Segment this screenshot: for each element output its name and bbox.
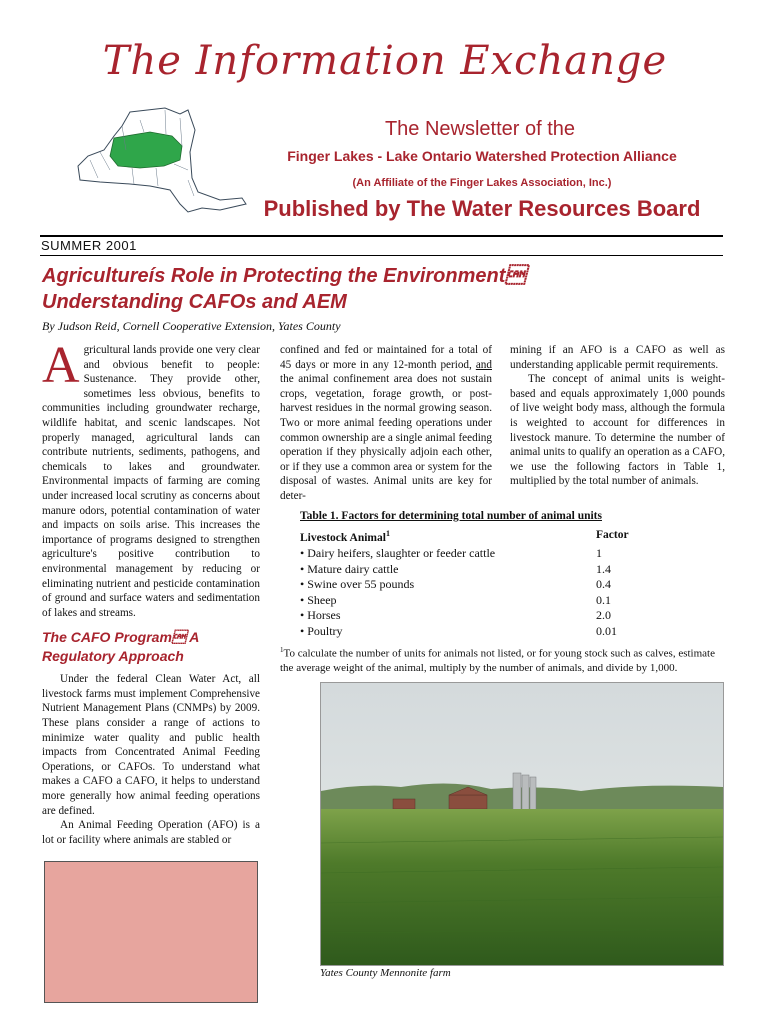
table-row (300, 546, 640, 562)
new-york-state-map-icon (70, 100, 255, 220)
row-animal: • Horses (300, 608, 341, 622)
row-animal: • Swine over 55 pounds (300, 577, 415, 591)
photo-caption: Yates County Mennonite farm (320, 967, 451, 979)
farm-photo (320, 682, 724, 966)
table-row (300, 593, 640, 609)
article-headline (42, 263, 602, 315)
article-column-1 (42, 337, 260, 847)
headline-line-1: Agricultureís Role in Protecting the Environment (42, 265, 526, 287)
row-animal: • Poultry (300, 623, 343, 638)
paragraph-cafo-determination: mining if an AFO is a CAFO as well as understanding applicable permit requirements. (510, 344, 725, 371)
footnote-text: To calculate the number of units for animals not listed, or for young stock such as calves, estimate the average weight of the animal, multiply by the number of animals, and divide by 1,000. (280, 647, 715, 674)
afo-text-b: the animal confinement area does not sustain crops, vegetation, forage growth, or post-harvest residues in the normal growing season. Two or more animal feeding operations under common ownership are a single animal feeding operation if they physically adjoin each other, or if they use a common area or system for the disposal of wastes. Animal units are key for deter- (280, 373, 492, 502)
paragraph-clean-water-act: Under the federal Clean Water Act, all livestock farms must implement Comprehensive Nutrient Management Plans (CNMPs) by 2009. These plans consider a range of actions to minimize water quality and public health impacts from Concentrated Animal Feeding Operations, or CAFOs. To understand what makes a CAFO a CAFO, it helps to understand more generally how animal feeding operations are defined. (42, 673, 260, 817)
intro-text: gricultural lands provide one very clear and obvious benefit to people: Sustenance. They provide other, sometimes less obvious, benefits to communities including groundwater recharge, wildlife habitat, and scenic landscapes. Not properly managed, agricultural lands can contribute nutrients, sediments, pathogens, and chemicals to lakes and groundwater. Environmental impacts of farming are coming under increased local scrutiny as concerns about manure odors, potential contamination of water and impacts on soils arise. This increases the importance of programs designed to strengthen agriculture's positive contribution to environmental management by reducing or eliminating nutrient and pesticide contamination of ground and surface waters and sedimentation of lakes and streams. (42, 344, 260, 619)
article-column-3 (510, 343, 725, 489)
newsletter-subtitle: The Newsletter of the (384, 118, 576, 140)
table-row (300, 577, 640, 593)
bottom-rule (40, 255, 723, 256)
newsletter-title: The Information Exchange (102, 38, 668, 84)
publisher-line: Published by The Water Resources Board (263, 196, 701, 221)
alliance-name: Finger Lakes - Lake Ontario Watershed Protection Alliance (287, 148, 677, 164)
row-animal: • Dairy heifers, slaughter or feeder cattle (300, 546, 496, 560)
pink-sidebar-box (44, 861, 258, 1003)
underlined-and: and (475, 358, 492, 371)
row-factor: 0.1 (596, 592, 611, 607)
header-animal-label: Livestock Animal (300, 531, 386, 544)
row-animal: • Mature dairy cattle (300, 561, 399, 576)
header-footnote-mark: 1 (385, 529, 390, 538)
headline-line-2: Understanding CAFOs and AEM (42, 291, 347, 313)
table-footnote (280, 643, 730, 675)
issue-season: SUMMER 2001 (41, 238, 137, 253)
row-animal: • Sheep (300, 592, 337, 607)
article-byline: By Judson Reid, Cornell Cooperative Extension, Yates County (42, 319, 341, 333)
table-row (300, 624, 640, 640)
article-column-2 (280, 343, 492, 504)
table-body (300, 546, 640, 639)
row-factor: 1.4 (596, 561, 611, 576)
drop-cap: A (42, 337, 80, 394)
affiliate-note: (An Affiliate of the Finger Lakes Association, Inc.) (352, 177, 612, 189)
paragraph-afo-continued (280, 343, 492, 504)
section-subhead: The CAFO Program A Regulatory Approach (42, 629, 199, 665)
table-row (300, 608, 640, 624)
row-factor: 0.4 (596, 577, 611, 591)
paragraph-afo-definition: An Animal Feeding Operation (AFO) is a lot or facility where animals are stabled or (42, 819, 260, 846)
footnote-mark: 1 (280, 646, 284, 654)
table-title: Table 1. Factors for determining total number of animal units (300, 510, 602, 522)
paragraph-animal-units: The concept of animal units is weight-based and equals approximately 1,000 pounds of live weight body mass, although the formula is weighted to account for differences in livestock manure. To determine the number of animal units to qualify an operation as a CAFO, we use the following factors in Table 1, multiplied by the total number of animals. (510, 373, 725, 488)
row-factor: 1 (596, 546, 602, 560)
table-row (300, 562, 640, 578)
top-rule (40, 235, 723, 237)
row-factor: 0.01 (596, 623, 617, 638)
row-factor: 2.0 (596, 608, 611, 622)
afo-text-a: confined and fed or maintained for a total of 45 days or more in any 12-month period, (280, 344, 492, 371)
table-header-factor: Factor (596, 529, 629, 541)
table-header-animal (300, 529, 390, 544)
intro-paragraph (42, 337, 260, 620)
